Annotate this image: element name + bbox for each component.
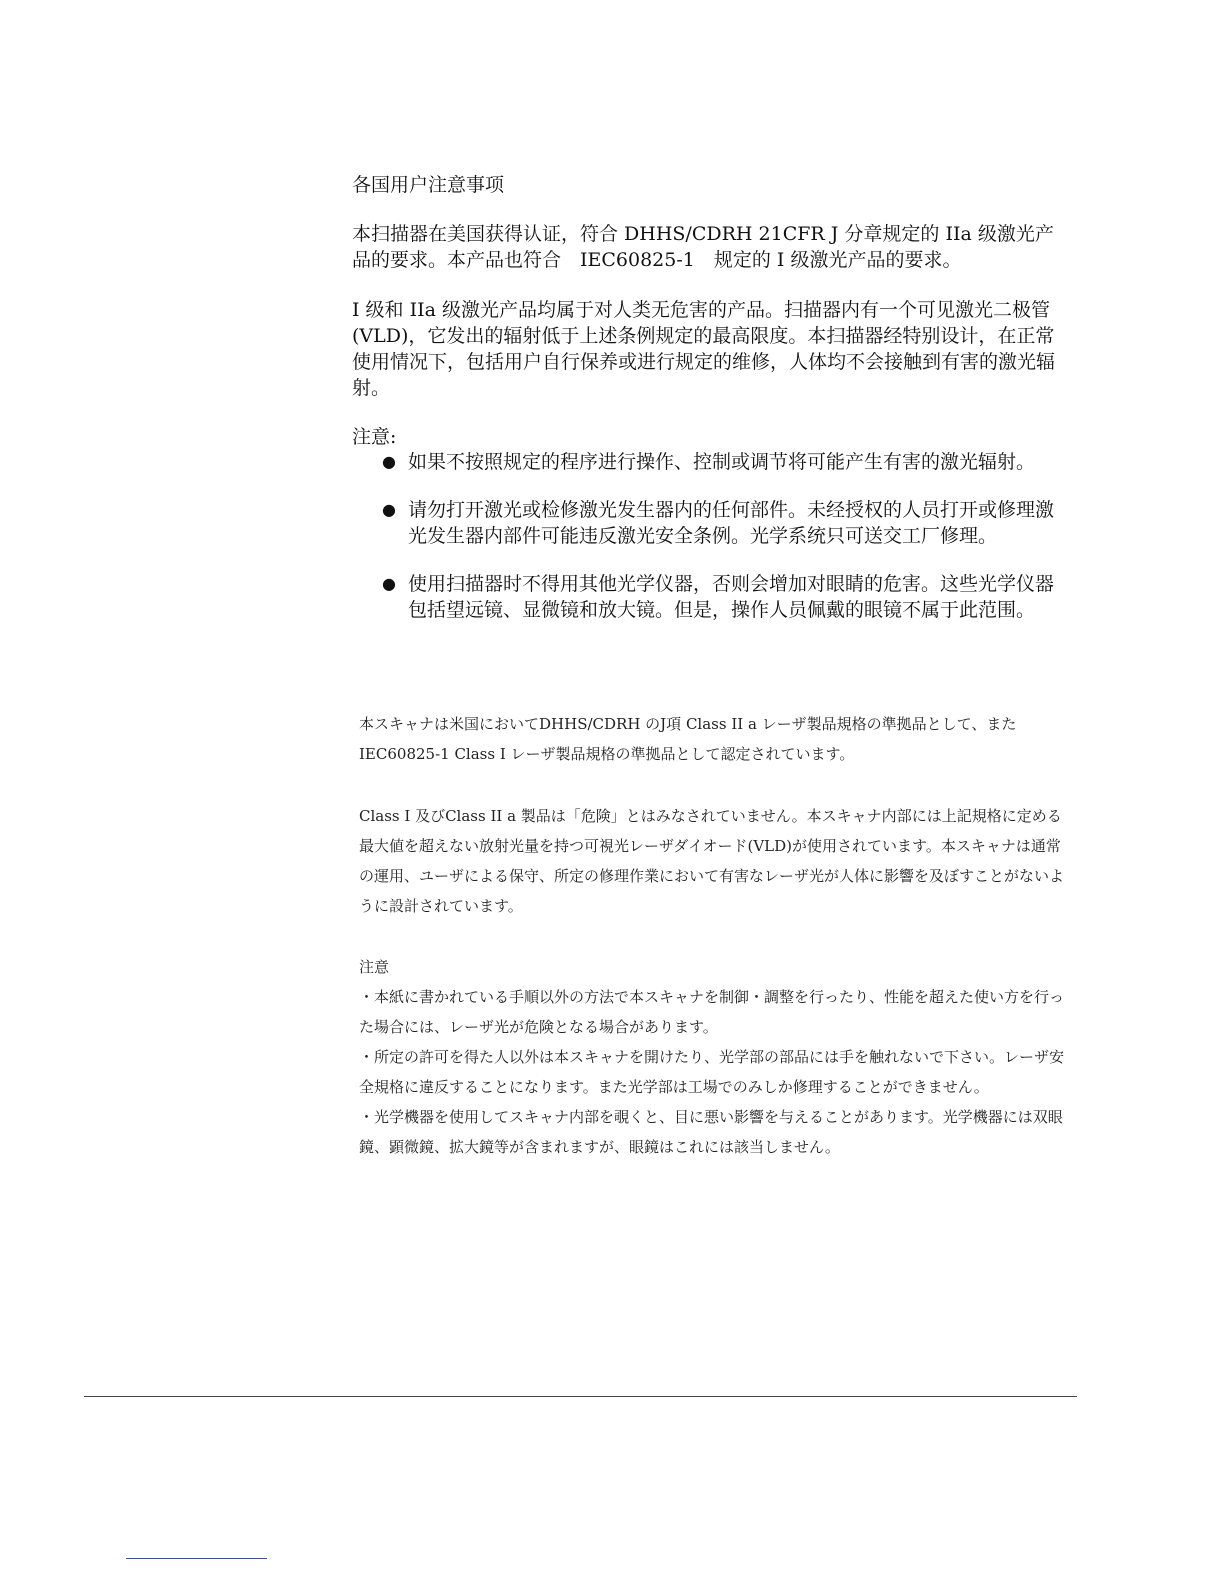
chinese-certification-paragraph: 本扫描器在美国获得认证，符合 DHHS/CDRH 21CFR J 分章规定的 IIa 级激光产品的要求。本产品也符合 IEC60825-1 规定的 I 级激光产品的要求。 — [352, 223, 1054, 271]
japanese-caution-section — [359, 952, 1069, 1162]
chinese-caution-list — [352, 449, 1072, 645]
footer-divider — [84, 1396, 1077, 1397]
bullet-icon: ● — [382, 574, 396, 593]
caution-text: 使用扫描器时不得用其他光学仪器，否则会增加对眼睛的危害。这些光学仪器包括望远镜、显微镜和放大镜。但是，操作人员佩戴的眼镜不属于此范围。 — [408, 573, 1055, 621]
list-item — [352, 497, 1072, 549]
list-item — [352, 571, 1072, 623]
chinese-caution-label: 注意: — [352, 426, 397, 448]
chinese-notice-title: 各国用户注意事项 — [352, 174, 505, 196]
caution-text: 请勿打开激光或检修激光发生器内的任何部件。未经授权的人员打开或修理激光发生器内部件可能违反激光安全条例。光学系统只可送交工厂修理。 — [408, 499, 1055, 547]
list-item — [352, 449, 1072, 475]
chinese-safety-paragraph: I 级和 IIa 级激光产品均属于对人类无危害的产品。扫描器内有一个可见激光二极管(VLD)，它发出的辐射低于上述条例规定的最高限度。本扫描器经特别设计，在正常使用情况下，包括用户自行保养或进行规定的维修，人体均不会接触到有害的激光辐射。 — [352, 299, 1056, 399]
bullet-icon: ● — [382, 452, 396, 471]
list-item: ・本紙に書かれている手順以外の方法で本スキャナを制御・調整を行ったり、性能を超えた使い方を行った場合には、レーザ光が危険となる場合があります。 — [359, 988, 1065, 1036]
caution-text: 如果不按照规定的程序进行操作、控制或调节将可能产生有害的激光辐射。 — [408, 451, 1036, 473]
list-item: ・所定の許可を得た人以外は本スキャナを開けたり、光学部の部品には手を触れないで下さい。レーザ安全規格に違反することになります。また光学部は工場でのみしか修理することができません。 — [359, 1048, 1065, 1096]
bullet-icon: ● — [382, 500, 396, 519]
japanese-caution-label: 注意 — [359, 958, 390, 976]
japanese-safety-paragraph: Class I 及びClass II a 製品は「危険」とはみなされていません。本スキャナ内部には上記規格に定める最大値を超えない放射光量を持つ可視光レーザダイオード(VLD)が使用されています。本スキャナは通常の運用、ユーザによる保守、所定の修理作業において有害なレーザ光が人体に影響を及ぼすことがないように設計されています。 — [359, 807, 1065, 915]
japanese-certification-paragraph: 本スキャナは米国においてDHHS/CDRH のJ項 Class II a レーザ製品規格の準拠品として、また IEC60825-1 Class I レーザ製品規格の準拠品として認定されています。 — [359, 715, 1032, 763]
footer-link-underline[interactable] — [126, 1558, 267, 1559]
list-item: ・光学機器を使用してスキャナ内部を覗くと、目に悪い影響を与えることがあります。光学機器には双眼鏡、顕微鏡、拡大鏡等が含まれますが、眼鏡はこれには該当しません。 — [359, 1108, 1063, 1156]
